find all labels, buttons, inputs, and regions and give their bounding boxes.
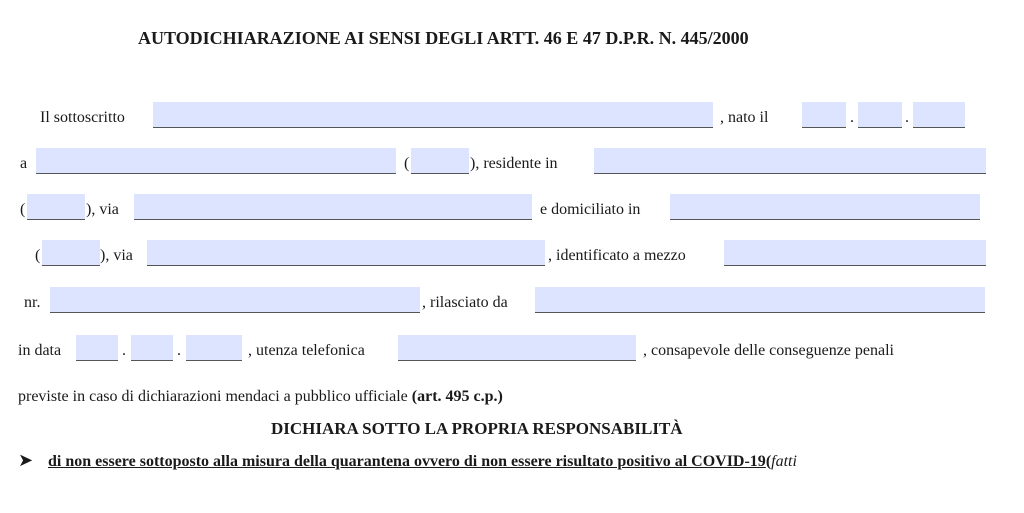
field-nascita-anno[interactable] — [913, 102, 965, 128]
label-dot: . — [122, 342, 126, 359]
label-sottoscritto: Il sottoscritto — [40, 109, 125, 126]
label-dot: . — [177, 342, 181, 359]
label-paren-open: ( — [20, 201, 26, 218]
bullet-italic: fatti — [771, 453, 797, 470]
document-title: AUTODICHIARAZIONE AI SENSI DEGLI ARTT. 46 E 47 D.P.R. N. 445/2000 — [138, 28, 749, 48]
previste-text: previste in caso di dichiarazioni mendaci a pubblico ufficiale — [18, 388, 408, 405]
field-provincia-domicilio[interactable] — [42, 240, 100, 266]
bullet-paren: ( — [765, 453, 772, 470]
label-dot: . — [850, 109, 854, 126]
field-nome[interactable] — [153, 102, 713, 128]
field-documento[interactable] — [724, 240, 986, 266]
label-nato-il: , nato il — [720, 109, 769, 126]
label-domiciliato: e domiciliato in — [540, 201, 641, 218]
label-in-data: in data — [18, 342, 62, 359]
section-heading: DICHIARA SOTTO LA PROPRIA RESPONSABILITÀ — [271, 419, 683, 438]
field-rilascio-mese[interactable] — [131, 335, 173, 361]
label-via: ), via — [86, 201, 119, 218]
label-nr: nr. — [24, 294, 41, 311]
field-residenza[interactable] — [594, 148, 986, 174]
label-residente: ), residente in — [470, 155, 558, 172]
field-nascita-giorno[interactable] — [802, 102, 846, 128]
label-via: ), via — [100, 247, 133, 264]
field-provincia-residenza[interactable] — [27, 194, 85, 220]
field-domicilio[interactable] — [670, 194, 980, 220]
field-luogo-nascita[interactable] — [36, 148, 396, 174]
field-via-residenza[interactable] — [134, 194, 532, 220]
field-nascita-mese[interactable] — [858, 102, 902, 128]
field-provincia-nascita[interactable] — [411, 148, 469, 174]
label-identificato: , identificato a mezzo — [548, 247, 686, 264]
bullet-item — [48, 452, 797, 472]
field-numero-documento[interactable] — [50, 287, 420, 313]
label-consapevole: , consapevole delle conseguenze penali — [643, 342, 894, 359]
field-via-domicilio[interactable] — [147, 240, 545, 266]
label-rilasciato: , rilasciato da — [422, 294, 508, 311]
arrow-bullet-icon: ➤ — [18, 450, 34, 470]
label-paren-open: ( — [35, 247, 41, 264]
text-previste — [18, 387, 503, 407]
label-utenza: , utenza telefonica — [248, 342, 365, 359]
field-telefono[interactable] — [398, 335, 636, 361]
label-paren-open: ( — [404, 155, 410, 172]
label-a: a — [20, 155, 28, 172]
field-rilascio-giorno[interactable] — [76, 335, 118, 361]
field-rilascio-anno[interactable] — [186, 335, 242, 361]
bullet-text: di non essere sottoposto alla misura della quarantena ovvero di non essere risultato positivo al COVID-19 — [48, 453, 766, 470]
art-reference: (art. 495 c.p.) — [411, 388, 503, 405]
label-dot: . — [905, 109, 909, 126]
field-rilasciato-da[interactable] — [535, 287, 985, 313]
